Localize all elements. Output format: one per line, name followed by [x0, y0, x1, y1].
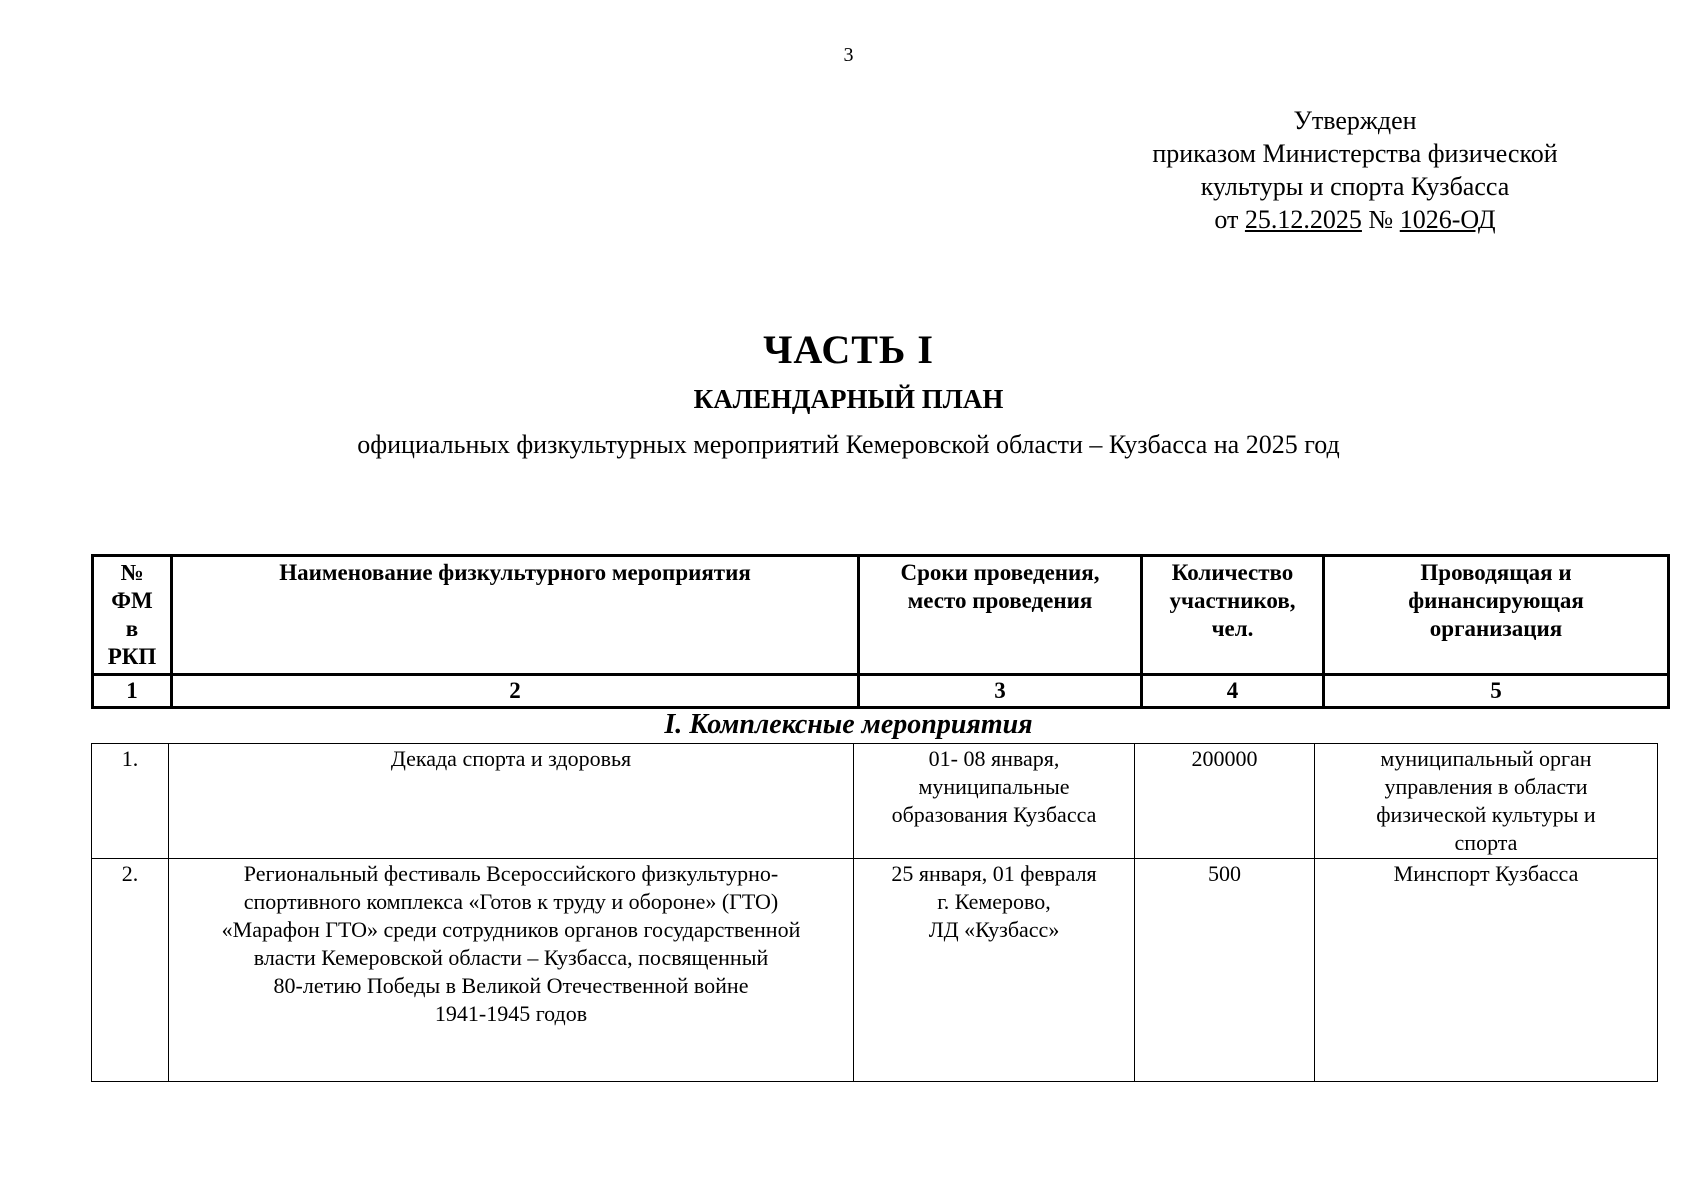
table-row — [92, 744, 1658, 859]
row-number: 2. — [92, 859, 169, 1082]
approval-date: 25.12.2025 — [1244, 205, 1362, 234]
approval-line-2: приказом Министерства физической — [1152, 139, 1558, 168]
table-row — [92, 859, 1658, 1082]
approval-line-3: культуры и спорта Кузбасса — [1200, 172, 1510, 201]
approval-line-1: Утвержден — [1293, 106, 1417, 135]
header-cell-participants: Количество участников, чел. — [1142, 556, 1324, 675]
header-cell-number: № ФМ в РКП — [93, 556, 172, 675]
plan-subtitle: официальных физкультурных мероприятий Кемеровской области – Кузбасса на 2025 год — [357, 430, 1340, 459]
column-number-cell: 2 — [172, 675, 859, 708]
column-number-cell: 1 — [93, 675, 172, 708]
event-dates: 01- 08 января, муниципальные образования Кузбасса — [854, 744, 1135, 859]
header-cell-name: Наименование физкультурного мероприятия — [172, 556, 859, 675]
event-organizer: муниципальный орган управления в области физической культуры и спорта — [1315, 744, 1658, 859]
plan-title: КАЛЕНДАРНЫЙ ПЛАН — [693, 384, 1004, 414]
approval-date-line — [1130, 203, 1580, 236]
events-table — [91, 743, 1658, 1082]
header-cell-organizer: Проводящая и финансирующая организация — [1324, 556, 1669, 675]
row-number: 1. — [92, 744, 169, 859]
event-organizer: Минспорт Кузбасса — [1315, 859, 1658, 1082]
approval-date-prefix: от — [1214, 205, 1239, 234]
column-number-row — [93, 675, 1669, 708]
page-number: 3 — [843, 44, 854, 66]
event-participants: 200000 — [1135, 744, 1315, 859]
event-name: Региональный фестиваль Всероссийского физкультурно- спортивного комплекса «Готов к труду и обороне» (ГТО) «Марафон ГТО» среди сотрудников органов государственной власти Кемеровской области – Кузбасса, посвященный 80-летию Победы в Великой Отечественной войне 1941-1945 годов — [169, 859, 854, 1082]
column-number-cell: 3 — [859, 675, 1142, 708]
event-participants: 500 — [1135, 859, 1315, 1082]
header-cell-dates: Сроки проведения, место проведения — [859, 556, 1142, 675]
header-row — [93, 556, 1669, 675]
table-header — [91, 554, 1670, 709]
column-number-cell: 5 — [1324, 675, 1669, 708]
event-dates: 25 января, 01 февраля г. Кемерово, ЛД «Кузбасс» — [854, 859, 1135, 1082]
approval-number-sign: № — [1368, 205, 1394, 234]
approval-block — [1130, 104, 1580, 236]
section-title: I. Комплексные мероприятия — [664, 709, 1033, 740]
column-number-cell: 4 — [1142, 675, 1324, 708]
event-name: Декада спорта и здоровья — [169, 744, 854, 859]
approval-number: 1026-ОД — [1399, 205, 1496, 234]
part-title: ЧАСТЬ I — [763, 327, 934, 372]
